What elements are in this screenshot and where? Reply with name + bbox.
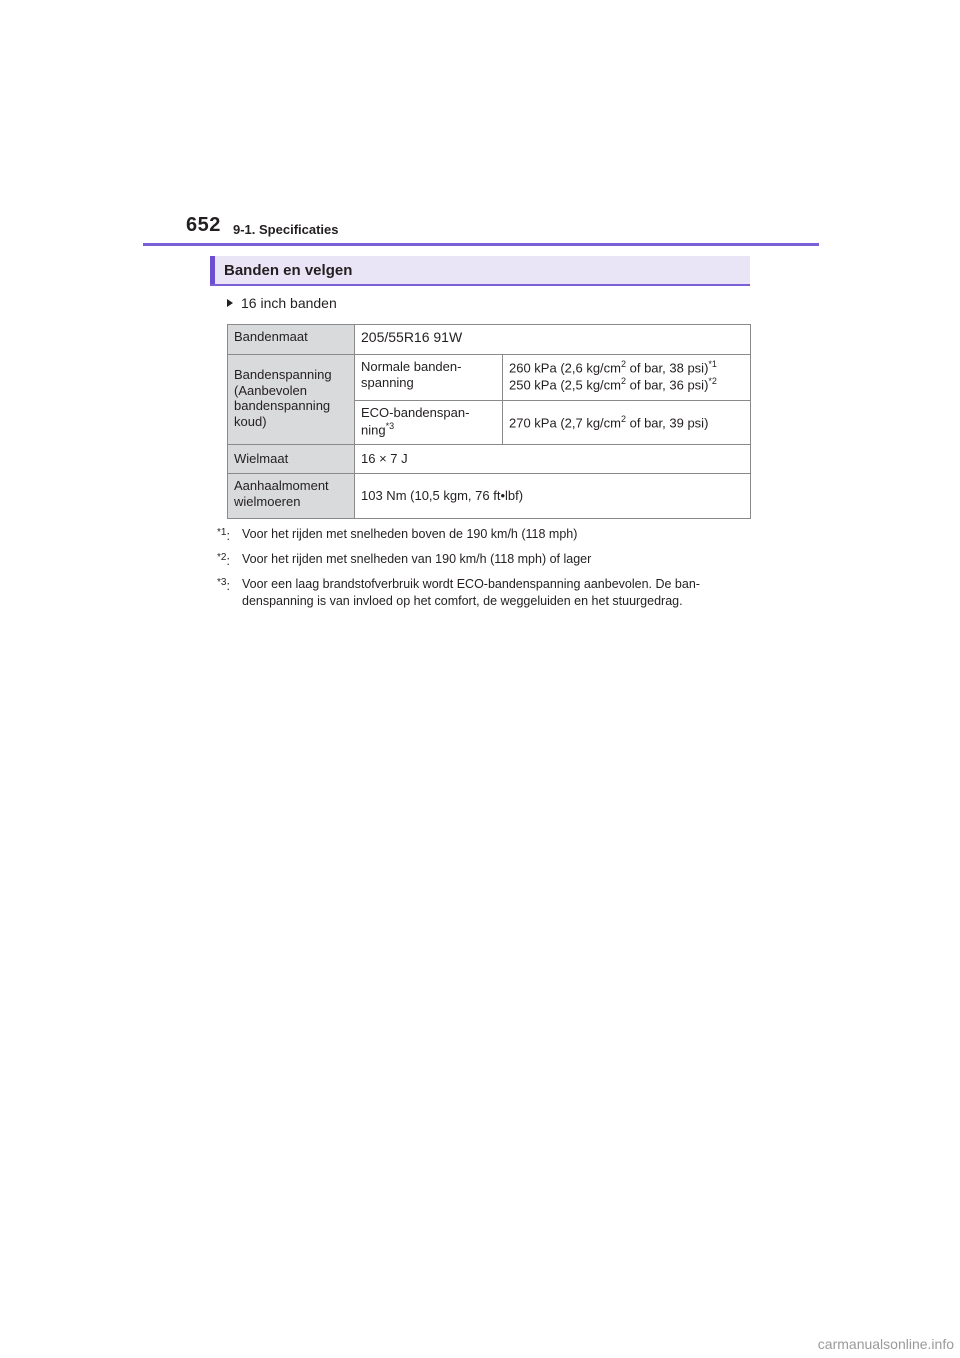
table-row: [228, 355, 751, 401]
chapter-title: 9-1. Specificaties: [233, 222, 339, 237]
tire-size-label: Bandenmaat: [228, 325, 355, 355]
footnote-1: $^{*1}$: Voor het rijden met snelheden boven de 190 km/h (118 mph): [217, 527, 578, 544]
table-row: [228, 445, 751, 474]
specs-table: [227, 324, 751, 519]
wheel-size-value: 16 × 7 J: [355, 445, 751, 474]
eco-pressure-label: ECO-bandenspan-ning$^{*3}$: [355, 401, 503, 445]
normal-pressure-label: Normale banden-spanning: [355, 355, 503, 401]
torque-label: Aanhaalmoment wielmoeren: [228, 474, 355, 519]
triangle-bullet-icon: [227, 299, 233, 307]
watermark: carmanualsonline.info: [817, 1336, 954, 1352]
footnotes: [217, 526, 757, 616]
section-title: Banden en velgen: [224, 262, 353, 279]
table-row: [228, 325, 751, 355]
pressure-label: Bandenspanning (Aanbevolen bandenspanning koud): [228, 355, 355, 445]
page-number: 652: [186, 214, 221, 236]
wheel-size-label: Wielmaat: [228, 445, 355, 474]
normal-pressure-value: 260 kPa (2,6 $kg/cm^2$ of bar, 38 psi)$^{*1}$ 250 kPa (2,5 $kg/cm^2$ of bar, 36 psi)$^{*2}$: [503, 355, 751, 401]
subheading: [227, 295, 337, 311]
footnote-3: $^{*3}$: Voor een laag brandstofverbruik wordt ECO-bandenspanning aanbevolen. De ban-denspanning is van invloed op het comfort, de weggeluiden en het stuurgedrag.: [217, 577, 700, 608]
eco-pressure-value: 270 kPa (2,7 $kg/cm^2$ of bar, 39 psi): [503, 401, 751, 445]
torque-value: 103 Nm (10,5 kgm, 76 ft•lbf): [355, 474, 751, 519]
section-header: [210, 256, 750, 286]
header-rule: [143, 243, 819, 246]
table-row: [228, 474, 751, 519]
subheading-text: 16 inch banden: [241, 295, 337, 311]
section-accent: [210, 256, 215, 284]
footnote-2: $^{*2}$: Voor het rijden met snelheden van 190 km/h (118 mph) of lager: [217, 552, 592, 569]
tire-size-value: 205/55R16 91W: [355, 325, 751, 355]
